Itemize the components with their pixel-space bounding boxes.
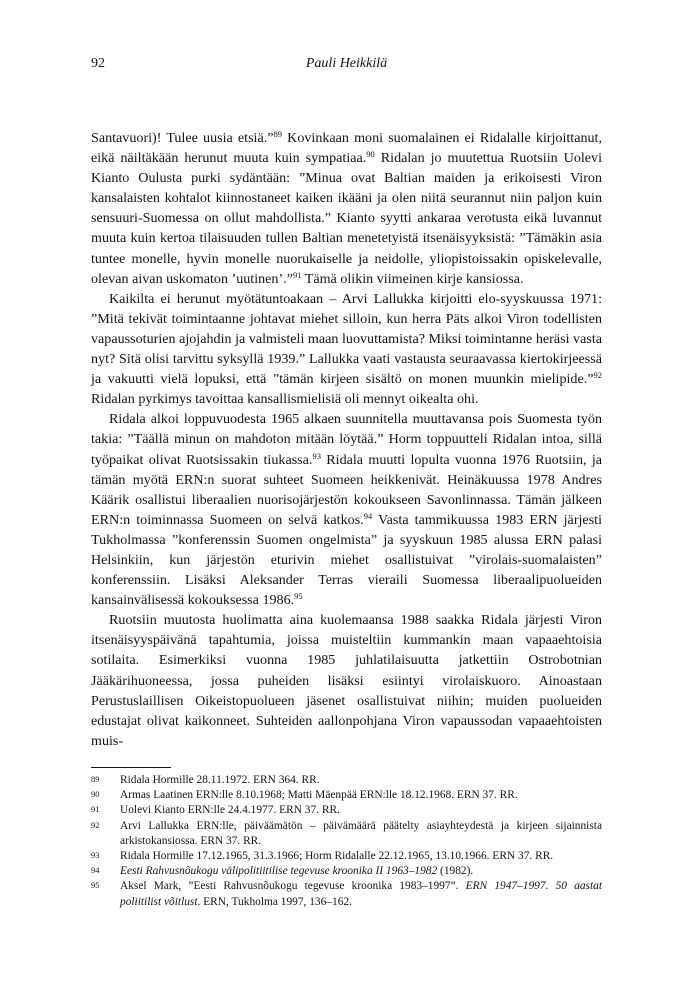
footnote-number: 94	[91, 865, 100, 876]
paragraph-2	[91, 289, 602, 410]
text-run: Aksel Mark, ”Eesti Rahvusnõukogu tegevuse kroonika 1983–1997”.	[120, 880, 466, 893]
paragraph-3	[91, 409, 602, 610]
footnote-90	[91, 788, 602, 803]
footnote-number: 89	[91, 774, 100, 784]
text-run: Kaikilta ei herunut myötätuntoakaan – Arvi Lallukka kirjoitti elo-syyskuussa 1971: ”Mitä tekivät toimintaanne johtavat miehet silloin, kun herra Päts alkoi Viron todellisten vapaussoturien ajojahdin ja valmisteli maan luovuttamista? Miksi toimintanne heräsi vasta nyt? Sitä olisi tarvittu syksyllä 1939.” Lallukka vaati vastausta seuraavassa kiertokirjeessä ja vakuutti vielä lopuksi, että ”tämän kirjeen sisältö on monen muunkin mielipide.”	[91, 290, 602, 388]
body-text	[91, 128, 602, 751]
text-run: Ridala alkoi loppuvuodesta 1965 alkaen suunnitella muuttavansa pois Suomesta työn takia: ”Täällä minun on mahdoton mitään löytää.” Horm toppuutteli Ridalan intoa, sillä työpaikat olivat Ruotsissakin tiukassa.	[91, 411, 602, 468]
footnote-ref[interactable]: 93	[312, 450, 321, 461]
footnote-93	[91, 849, 602, 864]
text-run: . ERN, Tukholma 1997, 136–162.	[197, 895, 352, 908]
footnotes	[91, 773, 602, 910]
footnote-text: Uolevi Kianto ERN:lle 24.4.1977. ERN 37. RR.	[120, 804, 340, 817]
text-run: Ruotsiin muutosta huolimatta aina kuolemaansa 1988 saakka Ridala järjesti Viron itsenäisyyspäivänä tapahtumia, joissa muisteltiin kummankin maan vapaaehtoisia sotilaita. Esimerkiksi vuonna 1985 juhlatilaisuutta jatkettiin Ostrobotnian Jääkärihuoneessa, jossa puheiden lisäksi esiintyi virolaiskuoro. Ainoastaan Perustuslaillisen Oikeistopuolueen jäsenet osallistuivat niihin; muiden puolueiden edustajat olivat kaikonneet. Suhteiden aallonpohjana Viron vapaussodan vapaaehtoisten muis-	[91, 612, 602, 749]
footnote-divider	[91, 767, 171, 768]
paragraph-4	[91, 610, 602, 751]
footnote-ref[interactable]: 91	[292, 269, 302, 280]
text-run: Vasta tammikuussa 1983 ERN järjesti Tukholmassa ”konferenssin Suomen ongelmista” ja syyskuun 1985 alussa ERN palasi Helsinkiin, kun järjestön eturivin miehet osallistuivat ”virolais-suomalaisten” konferenssiin. Lisäksi Aleksander Terras vieraili Suomessa liberaalipuolueiden kansainvälisessä kokouksessa 1986.	[91, 511, 602, 609]
paragraph-1	[91, 128, 602, 289]
page-number: 92	[91, 56, 105, 71]
text-run: (1982).	[437, 865, 474, 878]
footnote-text: Ridala Hormille 28.11.1972. ERN 364. RR.	[120, 774, 320, 786]
footnote-title: Eesti Rahvusnõukogu välipolitiitilise tegevuse kroonika II 1963–1982	[120, 865, 438, 878]
footnote-number: 90	[91, 789, 100, 800]
footnote-91	[91, 803, 602, 818]
footnote-95	[91, 879, 602, 909]
footnote-92	[91, 819, 602, 849]
footnote-text: Arvi Lallukka ERN:lle, päiväämätön – päivämäärä päätelty asiayhteydestä ja kirjeen sijainnista arkistokansiossa. ERN 37. RR.	[120, 819, 602, 847]
footnote-ref[interactable]: 92	[593, 370, 602, 381]
footnote-number: 92	[91, 819, 100, 830]
running-title: Pauli Heikkilä	[305, 56, 388, 71]
text-run: Ridalan jo muutettua Ruotsiin Uolevi Kianto Oulusta purki sydäntään: ”Minua ovat Baltian maiden ja erikoisesti Viron kansalaisten kohtalot kiinnostaneet kaiken ikääni ja olen niitä seurannut niin paljon kuin sensuuri-Suomessa on ollut mahdollista.” Kianto syytti ankaraa verotusta eikä luvannut muuta kuin kertoa tilaisuuden tullen Baltian menetetyistä itsenäisyyksistä: ”Tämäkin asia tuntee monelle, hyvin monelle nuorukaiselle ja neidolle, yliopistoissakin opiskelevalle, olevan aivan uskomaton ’uutinen’.”	[91, 150, 602, 287]
text-run: Tämä olikin viimeinen kirje kansiossa.	[301, 270, 524, 287]
footnote-text	[120, 879, 602, 909]
footnote-94	[91, 864, 602, 879]
footnote-text: Ridala Hormille 17.12.1965, 31.3.1966; Horm Ridalalle 22.12.1965, 13.10.1966. ERN 37. RR.	[120, 850, 554, 863]
footnote-text	[120, 864, 602, 879]
footnote-ref[interactable]: 94	[363, 510, 373, 521]
footnote-title: ERN 1947–1997. 50 aastat poliitilist võitlust	[120, 880, 602, 908]
text-run: Kovinkaan moni suomalainen ei Ridalalle kirjoittanut, eikä näiltäkään herunut muuta kuin sympatiaa.	[91, 130, 602, 167]
footnote-89	[91, 773, 602, 788]
footnote-number: 91	[91, 804, 100, 815]
text-run: Ridalan pyrkimys tavoittaa kansallismielisiä oli mennyt oikealta ohi.	[91, 391, 479, 408]
footnote-number: 93	[91, 850, 100, 861]
text-run: Santavuori)! Tulee uusia etsiä.”	[91, 130, 274, 146]
footnote-text: Armas Laatinen ERN:lle 8.10.1968; Matti Mäenpää ERN:lle 18.12.1968. ERN 37. RR.	[120, 789, 518, 802]
footnote-number: 95	[91, 880, 100, 891]
page-header	[91, 56, 602, 76]
footnote-ref[interactable]: 89	[273, 129, 283, 139]
footnote-ref[interactable]: 95	[294, 591, 303, 602]
footnote-ref[interactable]: 90	[366, 149, 375, 160]
text-run: Ridala muutti lopulta vuonna 1976 Ruotsiin, ja tämän myötä ERN:n suorat suhteet Suomeen heikkenivät. Heinäkuussa 1978 Andres Käärik osallistui liberaalien nuorisojärjestön kokoukseen Savonlinnassa. Tämän jälkeen ERN:n toiminnassa Suomeen on selvä katkos.	[91, 451, 602, 528]
